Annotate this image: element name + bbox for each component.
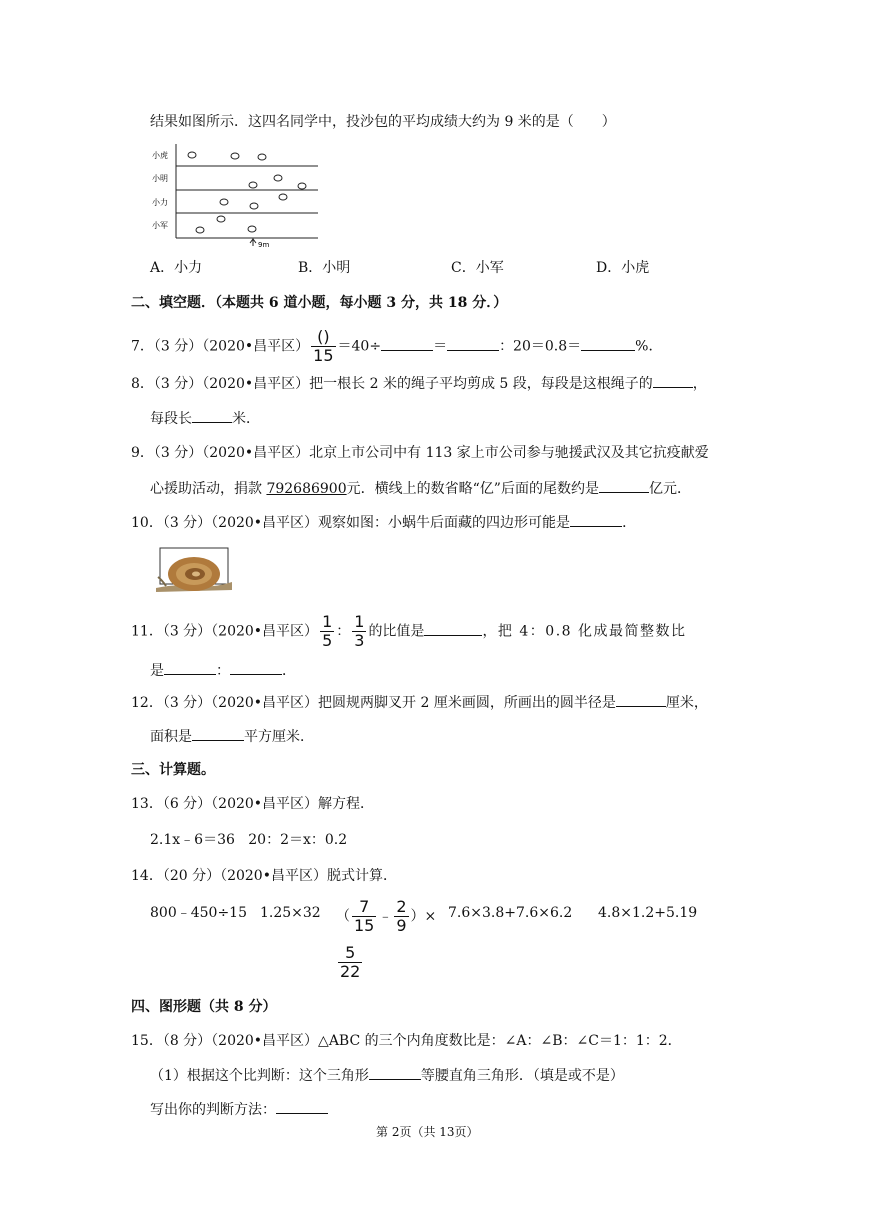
q8-blank-2[interactable] <box>192 408 232 423</box>
chart-dot <box>298 183 306 189</box>
section-4-title: 四、图形题（共 8 分） <box>131 999 277 1015</box>
q13-equation-1: 2.1x﹣6＝36 <box>150 832 235 848</box>
section-3-title: 三、计算题。 <box>131 762 215 778</box>
chart-row-label: 小明 <box>152 174 168 183</box>
q15-blank-2[interactable] <box>276 1099 328 1114</box>
question-15-part-1 <box>150 1065 624 1086</box>
chart-dot <box>231 153 239 159</box>
q9-text-3: 亿元． <box>648 481 691 497</box>
q12-text-2: 厘米， <box>665 695 708 711</box>
question-14: 14．（20 分）（2020•昌平区）脱式计算． <box>131 868 397 884</box>
section-2-title: 二、填空题．（本题共 6 道小题，每小题 3 分，共 18 分．） <box>131 295 508 311</box>
chart-dot <box>196 227 204 233</box>
page-footer: 第 2页（共 13页） <box>376 1125 479 1139</box>
q7-fraction: $\frac{()}{15}$ <box>313 327 334 365</box>
q14-expr-2: 1.25×32 <box>260 905 321 921</box>
q15-blank-1[interactable] <box>369 1065 421 1080</box>
q14-times: × <box>424 908 437 925</box>
question-11-line-2 <box>150 660 296 681</box>
question-12-line-1 <box>131 692 708 713</box>
q9-text: 心援助活动，捐款 <box>150 481 267 497</box>
chart-dot <box>279 194 287 200</box>
q14-lparen: （ <box>336 908 350 925</box>
q7-suffix: %． <box>635 338 663 355</box>
q11-blank-3[interactable] <box>230 660 282 675</box>
q12-text: 12．（3 分）（2020•昌平区）把圆规两脚叉开 2 厘米画圆，所画出的圆半径是 <box>131 695 616 711</box>
q7-blank-1[interactable] <box>381 336 433 351</box>
chart-dot <box>250 203 258 209</box>
q7-blank-3[interactable] <box>581 336 635 351</box>
question-9-line-1: 9．（3 分）（2020•昌平区）北京上市公司中有 113 家上市公司参与驰援武汉及其它抗疫献爱 <box>131 445 709 461</box>
chart-dot <box>258 154 266 160</box>
q7-prefix: 7．（3 分）（2020•昌平区） <box>131 338 310 355</box>
q14-expr-4: 7.6×3.8+7.6×6.2 <box>448 905 573 921</box>
question-15-method <box>150 1099 328 1120</box>
q9-blank[interactable] <box>599 478 649 493</box>
option-d[interactable]: D．小虎 <box>596 260 650 276</box>
q10-blank[interactable] <box>570 512 622 527</box>
q12-text-3: 面积是 <box>150 729 192 745</box>
question-11-line-1 <box>131 613 687 650</box>
q12-blank-1[interactable] <box>616 692 666 707</box>
q14-rparen: ） <box>410 908 425 925</box>
arrow-up-icon <box>250 239 256 246</box>
option-a[interactable]: A．小力 <box>150 260 203 276</box>
question-8-line-2 <box>150 408 260 429</box>
q13-equation-2: 20：2＝x：0.2 <box>248 832 348 848</box>
question-9-line-2 <box>150 478 691 499</box>
question-6-text: 结果如图所示．这四名同学中，投沙包的平均成绩大约为 9 米的是（ ） <box>150 114 616 130</box>
chart-row-label: 小力 <box>152 198 168 207</box>
q14-expr-3 <box>336 898 436 935</box>
q9-text-2: 元．横线上的数省略“亿”后面的尾数约是 <box>346 481 599 497</box>
q11-colon: ： <box>336 623 351 640</box>
q8-text: 8．（3 分）（2020•昌平区）把一根长 2 米的绳子平均剪成 5 段，每段是这根绳子的 <box>131 376 653 392</box>
q8-text-3: 米． <box>232 411 260 427</box>
question-12-line-2 <box>150 726 314 747</box>
q14-expr-5: 4.8×1.2+5.19 <box>598 905 698 921</box>
q8-blank-1[interactable] <box>653 373 693 388</box>
q6-dot-chart <box>150 140 325 250</box>
q11-mid: 的比值是 <box>368 623 425 640</box>
q11-blank-2[interactable] <box>164 660 216 675</box>
chart-row-label: 小虎 <box>152 151 168 160</box>
chart-dot <box>188 152 196 158</box>
q11-punct: ． <box>282 663 296 679</box>
option-c[interactable]: C．小军 <box>451 260 504 276</box>
q11-fraction-2: $\frac{1}{3}$ <box>354 612 365 650</box>
question-7 <box>131 328 662 365</box>
q10-text: 10．（3 分）（2020•昌平区）观察如图：小蜗牛后面藏的四边形可能是 <box>131 515 571 531</box>
q15-method-text: 写出你的判断方法： <box>150 1102 276 1118</box>
q10-punct: ． <box>622 515 637 531</box>
chart-dot <box>274 175 282 181</box>
q7-eq2: ＝ <box>433 338 448 355</box>
question-8-line-1 <box>131 373 707 394</box>
chart-dot <box>217 216 225 222</box>
q14-expr-3-divisor <box>336 944 364 981</box>
chart-dot <box>248 226 256 232</box>
q11-fraction-1: $\frac{1}{5}$ <box>322 612 333 650</box>
q8-punct: ， <box>692 376 707 392</box>
q14-fraction-1: $\frac{7}{15}$ <box>354 897 375 935</box>
q11-tail: ，把 4：0.8 化成最简整数比 <box>482 623 687 640</box>
chart-dot <box>249 182 257 188</box>
option-b[interactable]: B．小明 <box>298 260 351 276</box>
question-13: 13．（6 分）（2020•昌平区）解方程． <box>131 796 375 812</box>
q11-colon-2: ： <box>216 663 230 679</box>
chart-dot <box>220 199 228 205</box>
chart-row-label: 小军 <box>152 221 168 230</box>
q15-part-1-text-2: 等腰直角三角形．（填是或不是） <box>420 1068 624 1084</box>
q14-expr-1: 800﹣450÷15 <box>150 905 247 921</box>
q14-minus: ﹣ <box>378 908 393 925</box>
snail-image <box>154 544 234 594</box>
q12-text-4: 平方厘米． <box>244 729 314 745</box>
q7-eq1: ＝40÷ <box>337 338 382 355</box>
question-10 <box>131 512 636 533</box>
q11-prefix: 11．（3 分）（2020•昌平区） <box>131 623 319 640</box>
q14-fraction-3: $\frac{5}{22}$ <box>340 943 361 981</box>
q11-blank-1[interactable] <box>424 621 482 636</box>
q7-eq3: ：20＝0.8＝ <box>499 338 582 355</box>
q9-amount: 792686900 <box>266 481 347 497</box>
q14-fraction-2: $\frac{2}{9}$ <box>396 897 407 935</box>
q8-text-2: 每段长 <box>150 411 192 427</box>
question-13-equations <box>150 830 347 850</box>
q15-part-1-text: （1）根据这个比判断：这个三角形 <box>150 1068 369 1084</box>
question-15: 15．（8 分）（2020•昌平区）△ABC 的三个内角度数比是：∠A：∠B：∠C＝1：1：2． <box>131 1033 682 1049</box>
q11-text-2: 是 <box>150 663 164 679</box>
q12-blank-2[interactable] <box>192 726 244 741</box>
chart-axis-label: 9m <box>258 241 270 249</box>
q7-blank-2[interactable] <box>447 336 499 351</box>
